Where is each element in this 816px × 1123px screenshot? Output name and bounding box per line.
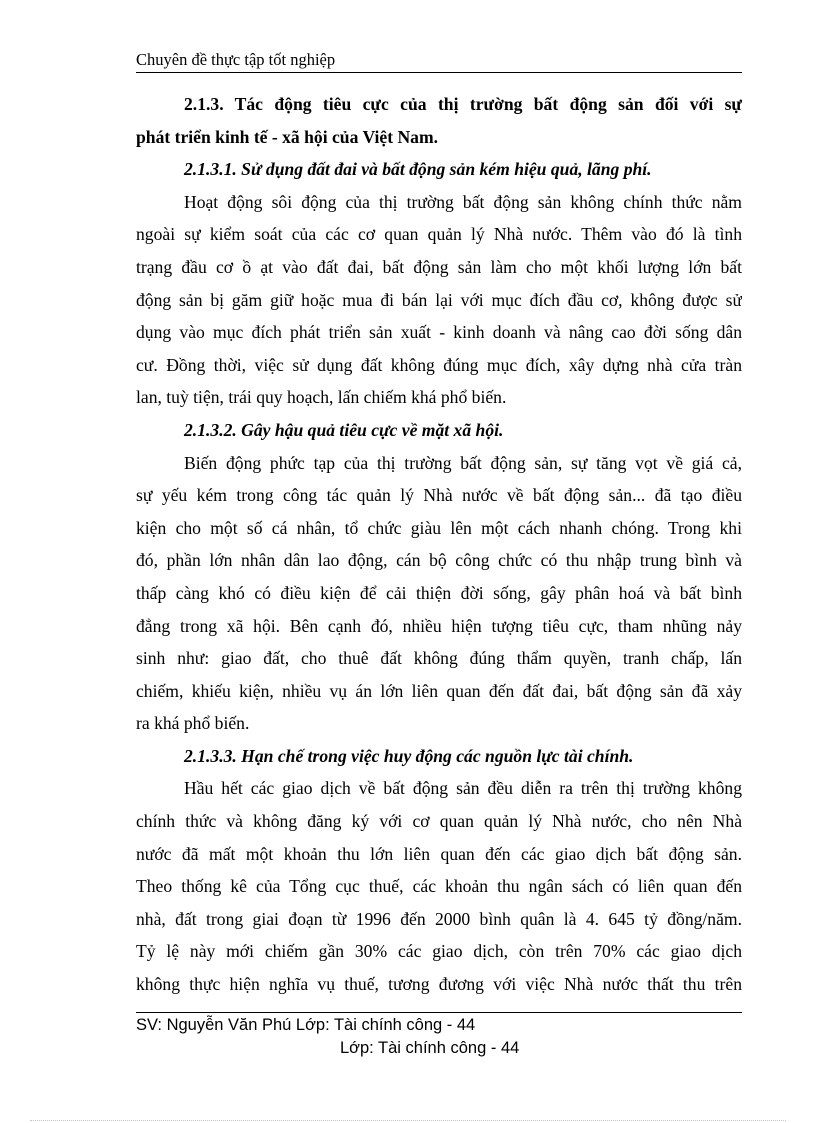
paragraph-line: thấp càng khó có điều kiện để cải thiện đời sống, gây phân hoá và bất bình — [136, 582, 742, 603]
section-heading-2-1-3-cont: phát triển kinh tế - xã hội của Việt Nam. — [136, 126, 439, 147]
paragraph-line: nhà, đất trong giai đoạn từ 1996 đến 2000 bình quân là 4. 645 tỷ đồng/năm. — [136, 908, 742, 929]
paragraph-line: chiếm, khiếu kiện, nhiều vụ án lớn liên quan đến đất đai, bất động sản đã xảy — [136, 680, 742, 701]
paragraph-line: Tỷ lệ này mới chiếm gần 30% các giao dịch, còn trên 70% các giao dịch — [136, 941, 742, 962]
paragraph-line: trạng đầu cơ ồ ạt vào đất đai, bất động sản làm cho một khối lượng lớn bất — [136, 256, 742, 277]
footer-class-info: Lớp: Tài chính công - 44 — [340, 1039, 520, 1057]
paragraph-line: Theo thống kê của Tổng cục thuế, các khoản thu ngân sách có liên quan đến — [136, 876, 742, 897]
paragraph-line: chính thức và không đăng ký với cơ quan quản lý Nhà nước, cho nên Nhà — [136, 811, 742, 832]
footer-student-info: SV: Nguyễn Văn Phú Lớp: Tài chính công - 44 — [136, 1016, 476, 1034]
paragraph-line: ngoài sự kiểm soát của các cơ quan quản lý Nhà nước. Thêm vào đó là tình — [136, 224, 742, 245]
paragraph-line: đó, phần lớn nhân dân lao động, cán bộ công chức có thu nhập trung bình và — [136, 550, 742, 571]
paragraph-line: Hầu hết các giao dịch về bất động sản đều diễn ra trên thị trường không — [184, 778, 742, 799]
subheading-2-1-3-3: 2.1.3.3. Hạn chế trong việc huy động các nguồn lực tài chính. — [184, 745, 634, 766]
paragraph-line: dụng vào mục đích phát triển sản xuất - kinh doanh và nâng cao đời sống dân — [136, 322, 742, 343]
paragraph-line: kiện cho một số cá nhân, tổ chức giàu lên một cách nhanh chóng. Trong khi — [136, 517, 742, 538]
subheading-2-1-3-1: 2.1.3.1. Sử dụng đất đai và bất động sản kém hiệu quả, lãng phí. — [184, 159, 652, 180]
page-bottom-border — [30, 1120, 786, 1121]
paragraph-line: đẳng trong xã hội. Bên cạnh đó, nhiều hiện tượng tiêu cực, tham nhũng nảy — [136, 615, 742, 636]
paragraph-line: ra khá phổ biến. — [136, 713, 250, 734]
paragraph-line: Biến động phức tạp của thị trường bất động sản, sự tăng vọt về giá cả, — [184, 452, 742, 473]
footer-divider — [136, 1012, 742, 1013]
paragraph-line: nước đã mất một khoản thu lớn liên quan đến các giao dịch bất động sản. — [136, 843, 742, 864]
paragraph-line: không thực hiện nghĩa vụ thuế, tương đương với việc Nhà nước thất thu trên — [136, 974, 742, 995]
paragraph-line: sự yếu kém trong công tác quản lý Nhà nước về bất động sản... đã tạo điều — [136, 485, 742, 506]
document-body — [136, 88, 742, 1001]
section-heading-2-1-3: 2.1.3. Tác động tiêu cực của thị trường bất động sản đối với sự — [184, 94, 742, 114]
running-header: Chuyên đề thực tập tốt nghiệp — [136, 50, 336, 69]
paragraph-line: lan, tuỳ tiện, trái quy hoạch, lấn chiếm khá phổ biến. — [136, 387, 507, 408]
header-divider — [136, 72, 742, 73]
paragraph-line: cư. Đồng thời, việc sử dụng đất không đúng mục đích, xây dựng nhà cửa tràn — [136, 354, 742, 375]
subheading-2-1-3-2: 2.1.3.2. Gây hậu quả tiêu cực về mặt xã hội. — [184, 419, 504, 440]
paragraph-line: Hoạt động sôi động của thị trường bất động sản không chính thức nằm — [184, 191, 742, 212]
paragraph-line: sinh như: giao đất, cho thuê đất không đúng thẩm quyền, tranh chấp, lấn — [136, 648, 742, 669]
paragraph-line: động sản bị găm giữ hoặc mua đi bán lại với mục đích đầu cơ, không được sử — [136, 289, 742, 310]
